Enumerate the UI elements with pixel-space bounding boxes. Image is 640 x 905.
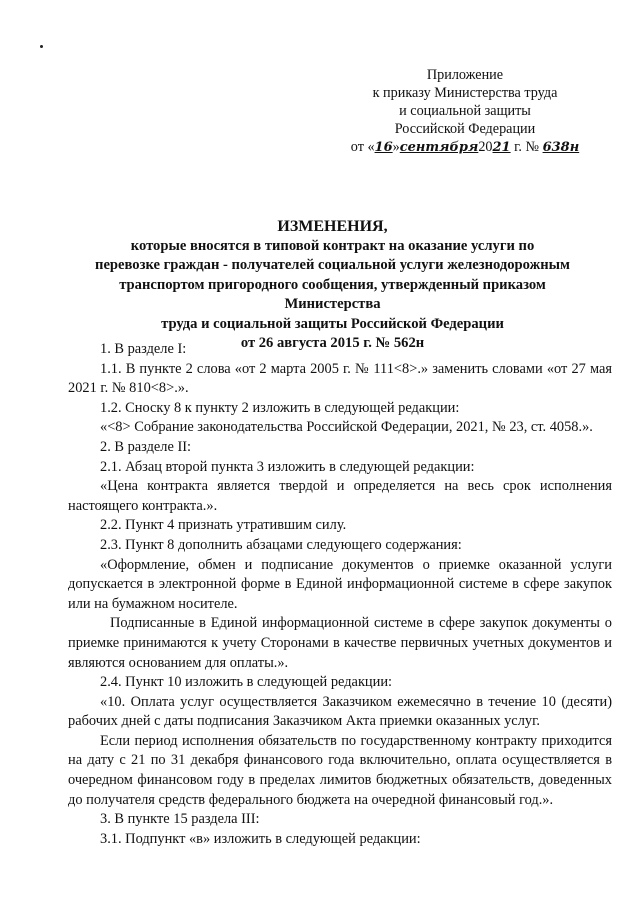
paragraph-payment-terms: «10. Оплата услуг осуществляется Заказчиком ежемесячно в течение 10 (десяти) рабочих дней с даты подписания Заказчиком Акта приемки оказанных услуг. xyxy=(68,693,612,730)
handwritten-month: сентября xyxy=(399,140,479,155)
paragraph-2-4: 2.4. Пункт 10 изложить в следующей редакции: xyxy=(100,674,393,691)
approval-line-3: и социальной защиты xyxy=(399,103,531,119)
paragraph-2-3: 2.3. Пункт 8 дополнить абзацами следующего содержания: xyxy=(100,536,462,553)
number-label: г. № xyxy=(514,139,540,155)
paragraph-payment-period: Если период исполнения обязательств по государственному контракту приходится на дату с 21 по 31 декабря финансового года включительно, оплата осуществляется в очередном финансовом году в пределах лимитов бюджетных обязательств, доведенных до получателя средств федерального бюджета на очередной финансовый год.». xyxy=(68,732,612,808)
approval-block xyxy=(350,66,580,157)
handwritten-number: 638н xyxy=(542,140,580,155)
title-line-5: от 26 августа 2015 г. № 562н xyxy=(240,335,425,351)
handwritten-year: 21 xyxy=(492,140,511,155)
paragraph-contract-price: «Цена контракта является твердой и определяется на весь срок исполнения настоящего контракта.». xyxy=(68,478,612,514)
year-prefix: 20 xyxy=(478,139,493,155)
paragraph-signed-documents: Подписанные в Единой информационной системе в сфере закупок документы о приемке принимаются к учету Сторонами в качестве первичных учетных документов и являются основанием для оплаты.». xyxy=(68,615,612,671)
approval-line-4: Российской Федерации xyxy=(394,121,536,137)
title-line-3: транспортом пригородного сообщения, утвержденный приказом Министерства xyxy=(119,276,546,312)
paragraph-3: 3. В пункте 15 раздела III: xyxy=(100,811,260,828)
paragraph-3-1: 3.1. Подпункт «в» изложить в следующей редакции: xyxy=(100,830,421,847)
paragraph-documents-exchange: «Оформление, обмен и подписание документов о приемке оказанной услуги допускается в электронной форме в Единой информационной системе в сфере закупок или на бумажном носителе. xyxy=(68,556,612,612)
approval-line-2: к приказу Министерства труда xyxy=(372,85,558,101)
paragraph-2: 2. В разделе II: xyxy=(100,438,192,455)
title-heading: ИЗМЕНЕНИЯ, xyxy=(277,218,388,235)
handwritten-day: 16 xyxy=(374,140,393,155)
paragraph-2-1: 2.1. Абзац второй пункта 3 изложить в следующей редакции: xyxy=(100,458,475,475)
title-line-4: труда и социальной защиты Российской Федерации xyxy=(161,315,504,332)
approval-line-1: Приложение xyxy=(426,67,504,83)
title-line-2: перевозке граждан - получателей социальной услуги железнодорожным xyxy=(95,257,570,273)
paragraph-1-2: 1.2. Сноску 8 к пункту 2 изложить в следующей редакции: xyxy=(100,399,460,416)
date-mid: » xyxy=(392,139,400,155)
paragraph-footnote-8: «<8> Собрание законодательства Российской Федерации, 2021, № 23, ст. 4058.». xyxy=(100,419,593,436)
approval-date-line xyxy=(350,138,580,157)
scan-speck xyxy=(40,45,43,48)
document-title xyxy=(70,217,595,354)
paragraph-1-1: 1.1. В пункте 2 слова «от 2 марта 2005 г. № 111<8>.» заменить словами «от 27 мая 2021 г. № 810<8>.». xyxy=(68,360,612,397)
paragraph-1: 1. В разделе I: xyxy=(100,341,187,357)
paragraph-2-2: 2.2. Пункт 4 признать утратившим силу. xyxy=(100,517,347,534)
document-body xyxy=(68,340,612,849)
date-prefix: от « xyxy=(350,139,375,155)
title-line-1: которые вносятся в типовой контракт на оказание услуги по xyxy=(130,237,535,254)
